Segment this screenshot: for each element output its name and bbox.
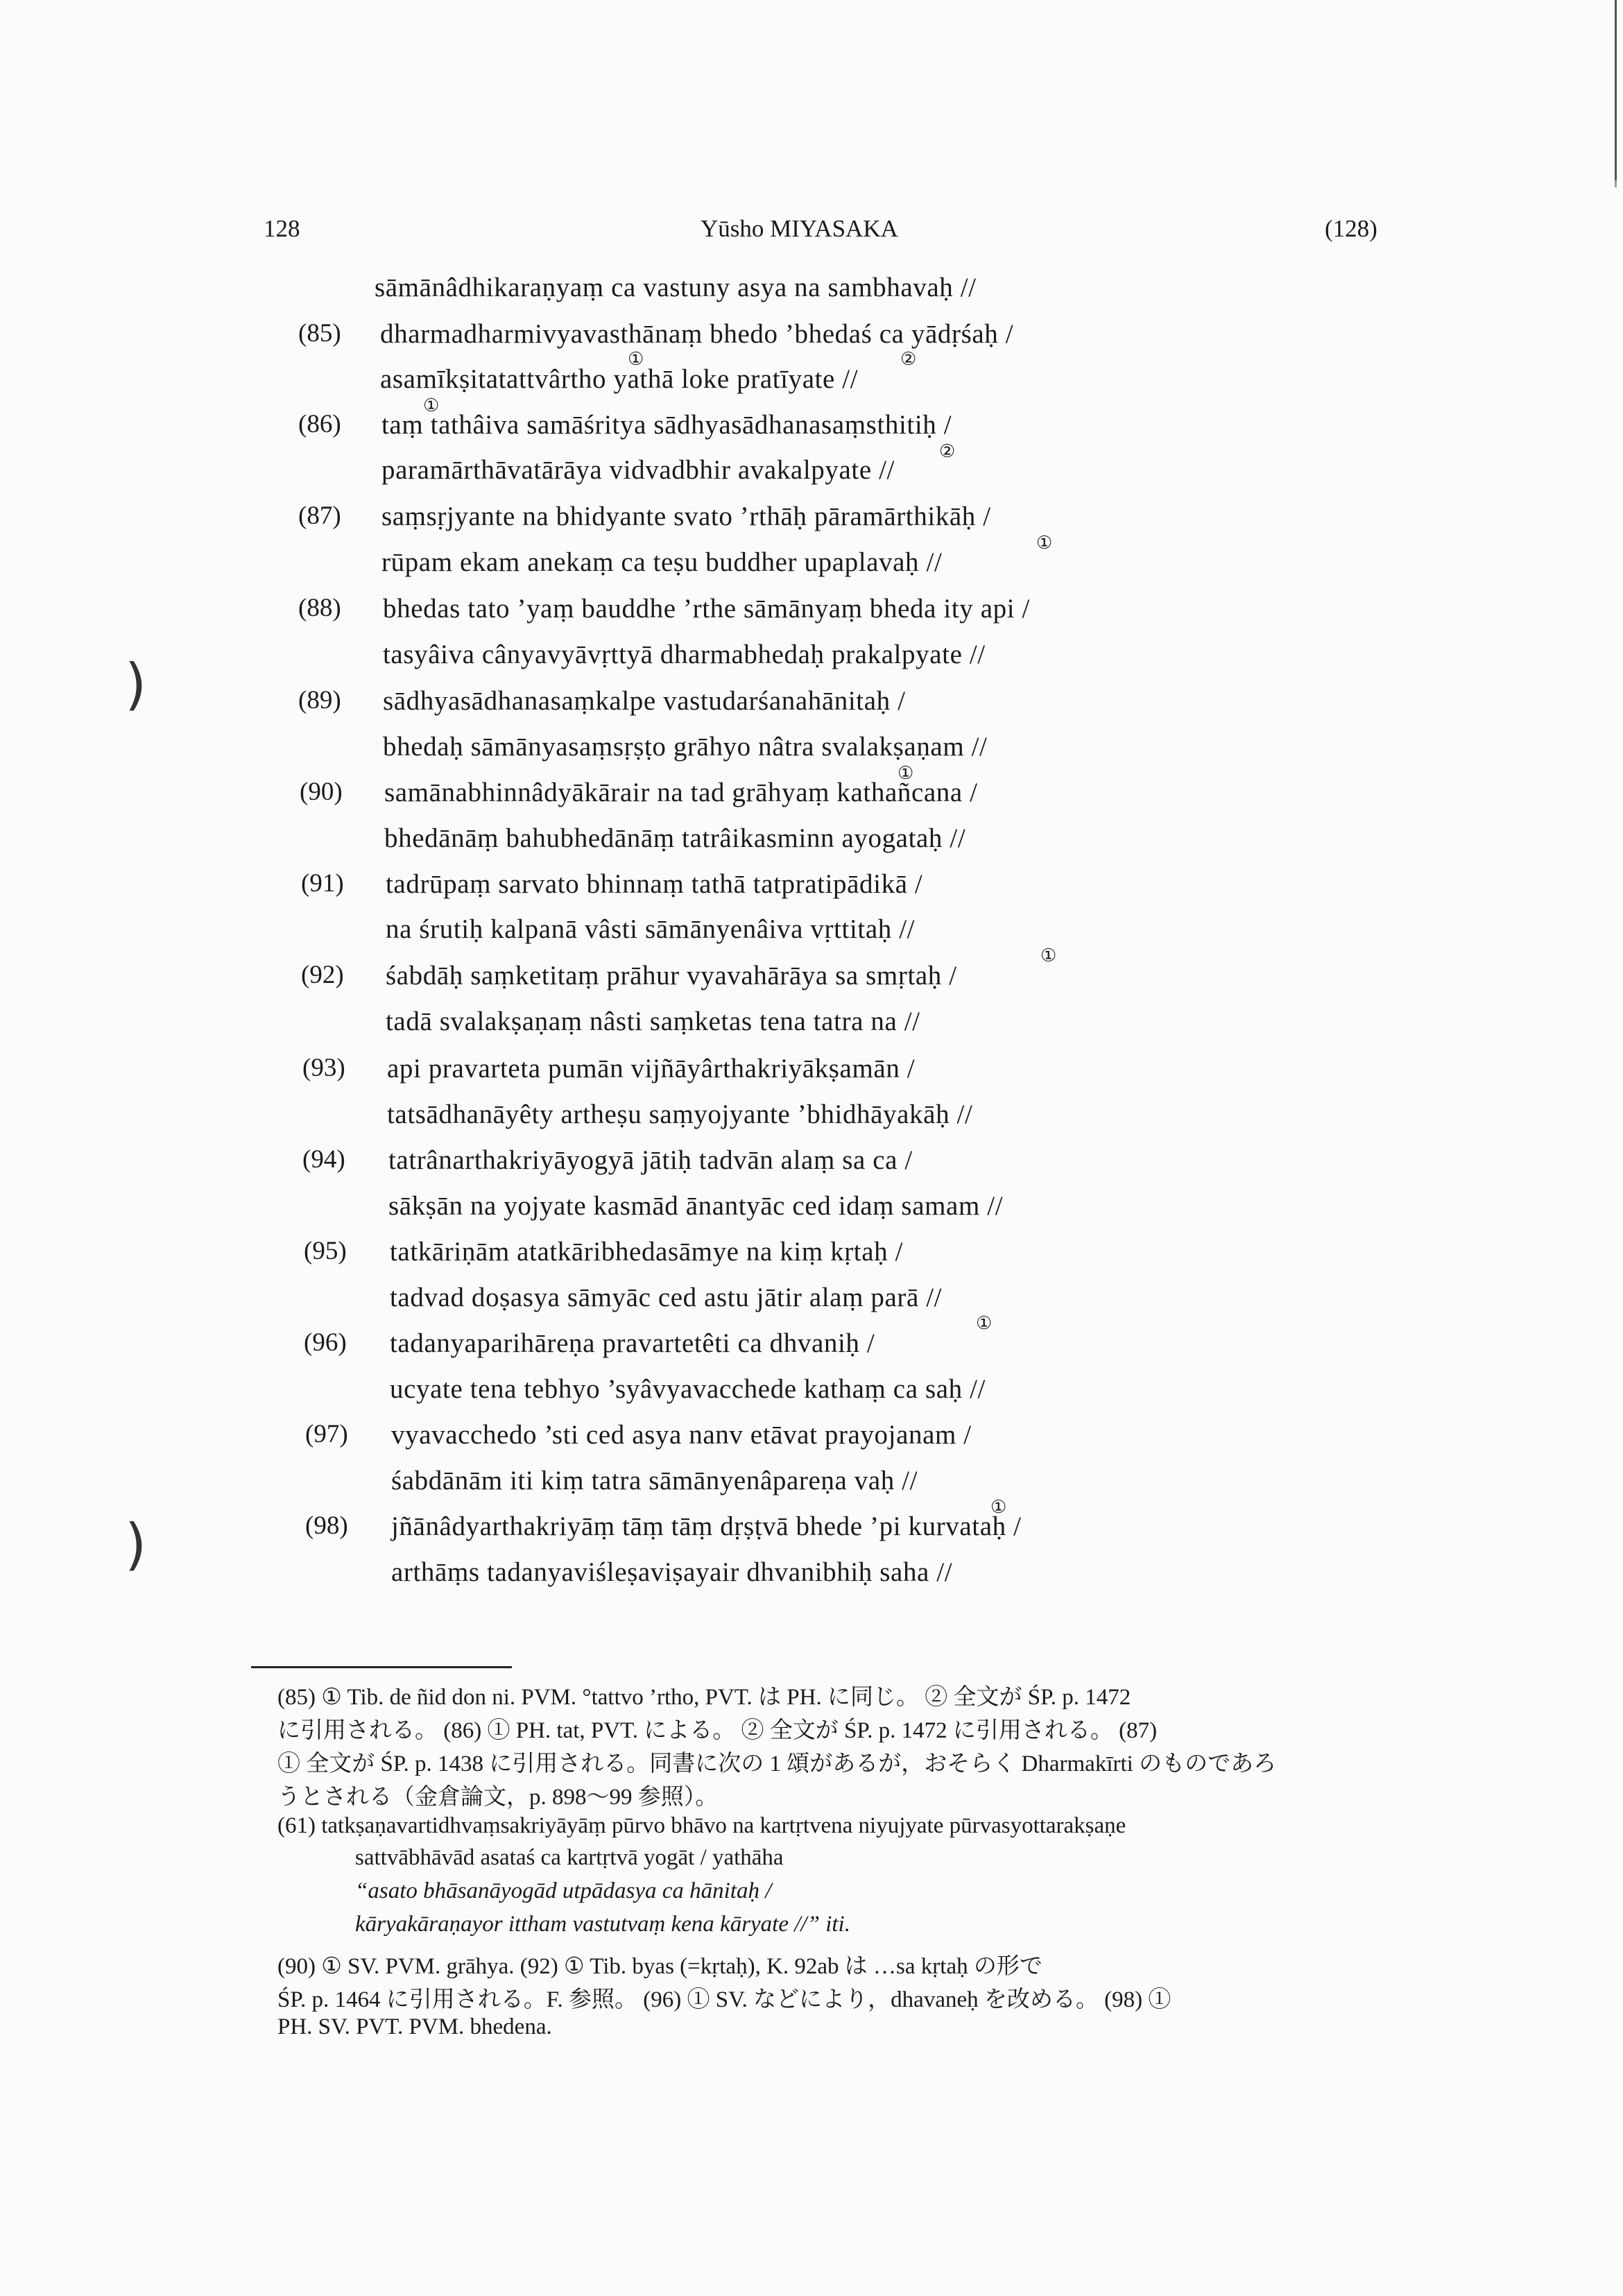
verse-number: (98) bbox=[305, 1511, 348, 1540]
note-marker: ① bbox=[423, 395, 440, 415]
page-number-paren: (128) bbox=[1325, 215, 1377, 242]
verse-line: tadanyaparihāreṇa pravartetêti ca dhvaniḥ / bbox=[390, 1328, 875, 1358]
verse-number: (91) bbox=[301, 869, 344, 898]
verse-line: paramārthāvatārāya vidvadbhir avakalpyate // bbox=[381, 455, 895, 485]
verse-line: samānabhinnâdyākārair na tad grāhyaṃ kathañcana / bbox=[384, 778, 978, 807]
footnote-line: (85) ① Tib. de ñid don ni. PVM. °tattvo ’rtho, PVT. は PH. に同じ。 ② 全文が ŚP. p. 1472 bbox=[277, 1685, 1131, 1710]
verse-line: tatsādhanāyêty artheṣu saṃyojyante ’bhidhāyakāḥ // bbox=[387, 1099, 973, 1129]
footnote-quote bbox=[355, 1912, 850, 1937]
verse-line: tadā svalakṣaṇaṃ nâsti saṃketas tena tatra na // bbox=[386, 1006, 920, 1036]
verse-line: taṃ tathâiva samāśritya sādhyasādhanasaṃsthitiḥ / bbox=[381, 410, 952, 440]
verse-number: (96) bbox=[304, 1328, 347, 1357]
verse-number: (92) bbox=[301, 961, 344, 989]
footnote-line: うとされる（金倉論文，p. 898～99 参照）。 bbox=[277, 1785, 719, 1810]
verse-line: ucyate tena tebhyo ’syâvyavacchede kathaṃ ca saḥ // bbox=[390, 1374, 986, 1404]
verse-line: śabdānām iti kiṃ tatra sāmānyenâpareṇa vaḥ // bbox=[391, 1466, 918, 1496]
note-marker: ① bbox=[1040, 945, 1057, 966]
margin-bracket: ) bbox=[125, 1512, 147, 1577]
note-marker: ① bbox=[628, 349, 644, 369]
verse-line: jñānâdyarthakriyāṃ tāṃ tāṃ dṛṣṭvā bhede ’pi kurvataḥ / bbox=[391, 1511, 1022, 1541]
margin-bracket: ) bbox=[125, 652, 147, 717]
verse-line: tatkāriṇām atatkāribhedasāmye na kiṃ kṛtaḥ / bbox=[390, 1237, 904, 1267]
footnote-line: (90) ① SV. PVM. grāhya. (92) ① Tib. byas (=kṛtaḥ), K. 92ab は …sa kṛtaḥ の形で bbox=[277, 1954, 1042, 1979]
note-marker: ② bbox=[939, 441, 956, 461]
footnote-line: ① 全文が ŚP. p. 1438 に引用される。同書に次の 1 頌があるが，おそらく Dharmakīrti のものであろ bbox=[277, 1751, 1277, 1776]
running-head-author: Yūsho MIYASAKA bbox=[701, 215, 898, 242]
verse-line: sādhyasādhanasaṃkalpe vastudarśanahānitaḥ / bbox=[383, 686, 906, 716]
verse-line: bhedānāṃ bahubhedānāṃ tatrâikasminn ayogataḥ // bbox=[384, 823, 966, 853]
page-edge-rule bbox=[1615, 180, 1617, 187]
verse-line: asamīkṣitatattvârtho yathā loke pratīyate // bbox=[380, 364, 859, 394]
verse-line: api pravarteta pumān vijñāyârthakriyākṣamān / bbox=[387, 1054, 916, 1083]
footnote-line: PH. SV. PVT. PVM. bhedena. bbox=[277, 2014, 552, 2039]
verse-number: (89) bbox=[298, 686, 341, 714]
verse-line: rūpam ekam anekaṃ ca teṣu buddher upaplavaḥ // bbox=[381, 547, 943, 577]
footnote-line: sattvābhāvād asataś ca kartṛtvā yogāt / yathāha bbox=[355, 1845, 784, 1870]
verse-line: saṃsṛjyante na bhidyante svato ’rthāḥ pāramārthikāḥ / bbox=[381, 502, 991, 531]
footnote-quote bbox=[355, 1878, 771, 1904]
verse-number: (86) bbox=[298, 410, 341, 438]
verse-number: (85) bbox=[298, 319, 341, 348]
verse-number: (94) bbox=[302, 1145, 345, 1174]
verse-number: (93) bbox=[302, 1054, 345, 1082]
verse-line: tadrūpaṃ sarvato bhinnaṃ tathā tatpratipādikā / bbox=[386, 869, 923, 899]
footnote-quote-text: kāryakāraṇayor ittham vastutvaṃ kena kāryate //” iti. bbox=[355, 1912, 850, 1937]
verse-line: dharmadharmivyavasthānaṃ bhedo ’bhedaś ca yādṛśaḥ / bbox=[380, 319, 1014, 349]
footnote-line: に引用される。 (86) ① PH. tat, PVT. による。 ② 全文が ŚP. p. 1472 に引用される。 (87) bbox=[277, 1718, 1158, 1743]
verse-line: tasyâiva cânyavyāvṛttyā dharmabhedaḥ prakalpyate // bbox=[383, 640, 986, 669]
verse-number: (97) bbox=[305, 1420, 348, 1448]
note-marker: ① bbox=[1036, 533, 1053, 553]
verse-number: (87) bbox=[298, 502, 341, 530]
footnote-quote-text: “asato bhāsanāyogād utpādasya ca hānitaḥ / bbox=[355, 1878, 772, 1903]
note-marker: ① bbox=[976, 1313, 993, 1333]
note-marker: ② bbox=[900, 349, 917, 369]
note-marker: ① bbox=[990, 1497, 1007, 1517]
footnote-line: ŚP. p. 1464 に引用される。F. 参照。 (96) ① SV. などにより，dhavaneḥ を改める。 (98) ① bbox=[277, 1987, 1171, 2012]
page-number: 128 bbox=[264, 215, 300, 242]
verse-line: na śrutiḥ kalpanā vâsti sāmānyenâiva vṛttitaḥ // bbox=[386, 914, 916, 944]
verse-line: tadvad doṣasya sāmyāc ced astu jātir alaṃ parā // bbox=[390, 1283, 943, 1312]
note-marker: ① bbox=[898, 763, 914, 783]
verse-line: arthāṃs tadanyaviśleṣaviṣayair dhvanibhiḥ saha // bbox=[391, 1557, 953, 1587]
verse-line: tatrânarthakriyāyogyā jātiḥ tadvān alaṃ sa ca / bbox=[388, 1145, 913, 1175]
footnote-line: (61) tatkṣaṇavartidhvaṃsakriyāyāṃ pūrvo bhāvo na kartṛtvena niyujyate pūrvasyottarakṣaṇe bbox=[277, 1813, 1126, 1838]
verse-line: sāmānâdhikaraṇyaṃ ca vastuny asya na sambhavaḥ // bbox=[375, 273, 977, 302]
verse-line: bhedas tato ’yaṃ bauddhe ’rthe sāmānyaṃ bheda ity api / bbox=[383, 594, 1030, 624]
verse-line: śabdāḥ saṃketitaṃ prāhur vyavahārāya sa smṛtaḥ / bbox=[386, 961, 957, 991]
footnote-rule bbox=[251, 1666, 512, 1668]
verse-number: (88) bbox=[298, 594, 341, 622]
verse-line: bhedaḥ sāmānyasaṃsṛṣṭo grāhyo nâtra svalakṣaṇam // bbox=[383, 732, 988, 762]
verse-line: sākṣān na yojyate kasmād ānantyāc ced idaṃ samam // bbox=[388, 1191, 1004, 1221]
verse-number: (90) bbox=[300, 778, 343, 806]
verse-number: (95) bbox=[304, 1237, 347, 1265]
page-edge-rule bbox=[1615, 0, 1617, 180]
verse-line: vyavacchedo ’sti ced asya nanv etāvat prayojanam / bbox=[391, 1420, 972, 1450]
